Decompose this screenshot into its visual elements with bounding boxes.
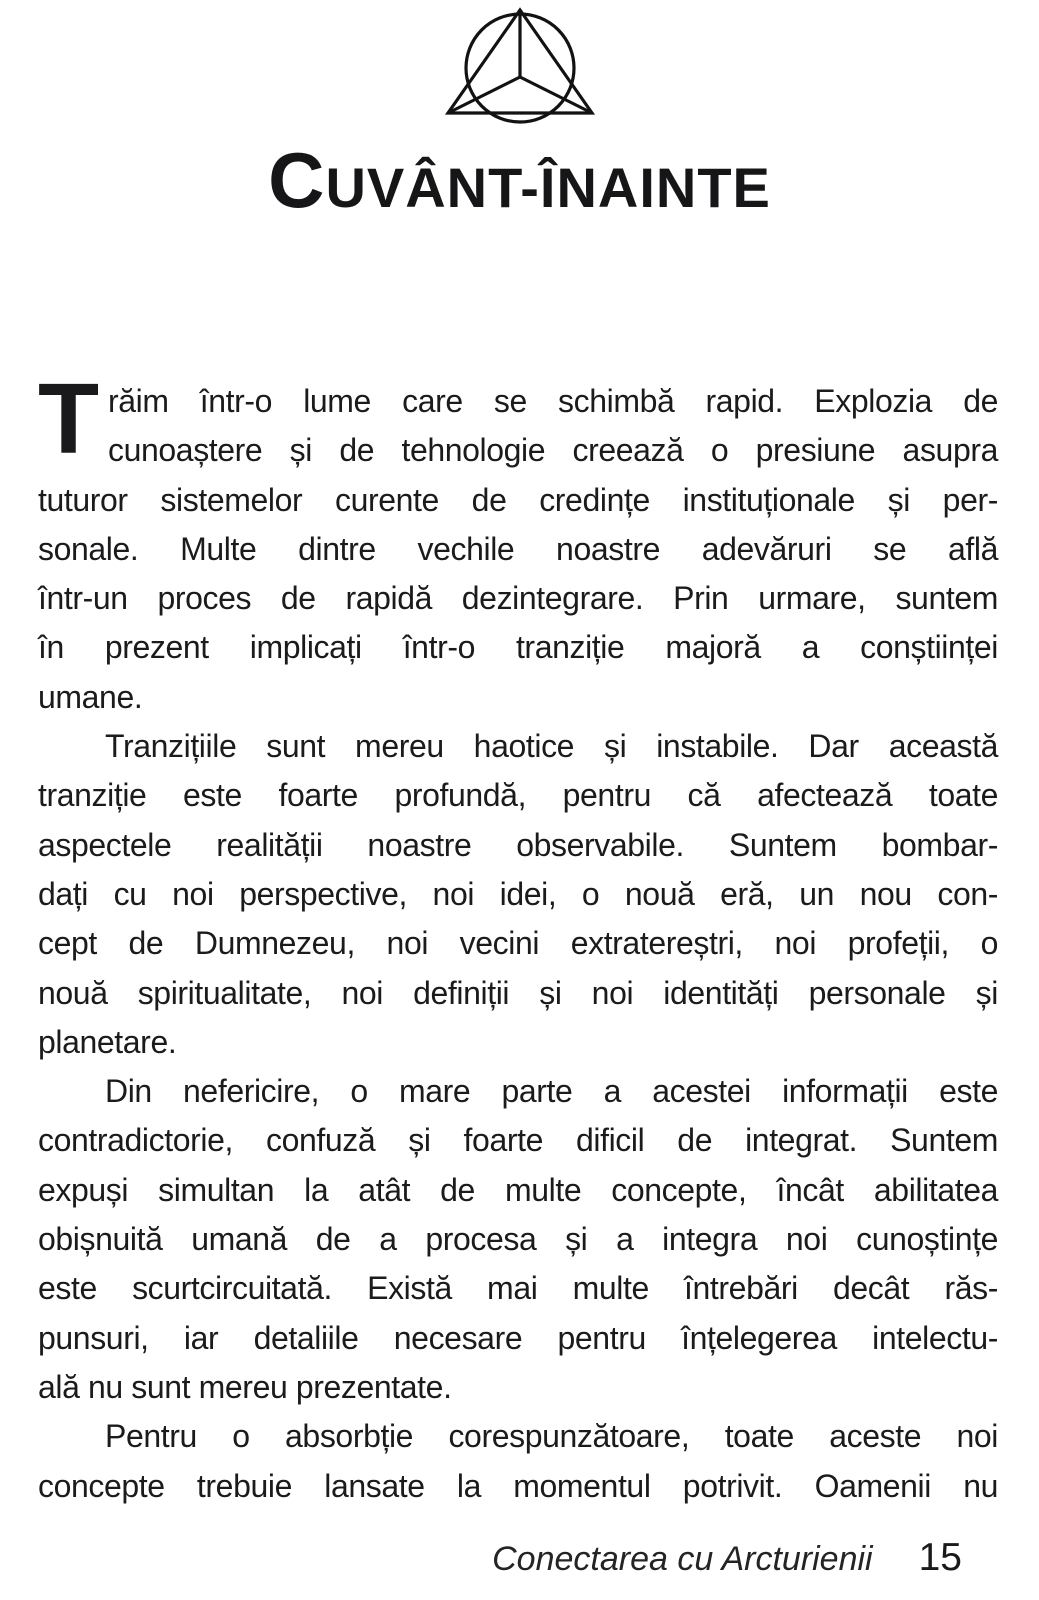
text-line: obișnuită umană de a procesa și a integra noi cunoștințe [38, 1221, 998, 1258]
text-line: Tranzițiile sunt mereu haotice și instabile. Dar această [105, 728, 998, 765]
paragraph [38, 363, 998, 722]
text-line: planetare. [38, 1023, 177, 1060]
text-line: tuturor sistemelor curente de credințe instituționale și per- [38, 481, 998, 518]
paragraph [38, 1067, 998, 1412]
chapter-title [0, 136, 1039, 224]
text-line: tranziție este foarte profundă, pentru că afectează toate [38, 777, 998, 814]
text-line: răim într-o lume care se schimbă rapid. Explozia de [108, 383, 998, 419]
paragraph [38, 1412, 998, 1511]
drop-cap: T [38, 363, 99, 475]
triangle-in-circle-icon [435, 4, 605, 130]
text-line: aspectele realității noastre observabile. Suntem bombar- [38, 826, 998, 863]
text-line: punsuri, iar detaliile necesare pentru înțelegerea intelectu- [38, 1319, 998, 1356]
text-line: este scurtcircuitată. Există mai multe întrebări decât răs- [38, 1270, 998, 1307]
text-line: Din nefericire, o mare parte a acestei informații este [105, 1073, 998, 1110]
page-footer [492, 1536, 962, 1580]
text-line: în prezent implicați într-o tranziție majoră a conștiinței [38, 629, 998, 666]
text-line: dați cu noi perspective, noi idei, o nouă eră, un nou con- [38, 875, 998, 912]
text-line: nouă spiritualitate, noi definiții și noi identități personale și [38, 974, 998, 1011]
text-line: sonale. Multe dintre vechile noastre adevăruri se află [38, 530, 998, 567]
text-line: umane. [38, 678, 143, 715]
text-line: expuși simultan la atât de multe concepte, încât abilitatea [38, 1171, 998, 1208]
text-line: Pentru o absorbție corespunzătoare, toate aceste noi [105, 1418, 998, 1455]
chapter-title-initial: C [268, 136, 326, 224]
text-line: cept de Dumnezeu, noi vecini extratereștri, noi profeții, o [38, 925, 998, 962]
paragraph [38, 722, 998, 1067]
text-line: într-un proces de rapidă dezintegrare. Prin urmare, suntem [38, 580, 998, 617]
body-text [38, 363, 998, 1511]
text-line: contradictorie, confuză și foarte dificil de integrat. Suntem [38, 1122, 998, 1159]
text-line: concepte trebuie lansate la momentul potrivit. Oamenii nu [38, 1467, 998, 1504]
page-number: 15 [918, 1536, 962, 1579]
text-line: ală nu sunt mereu prezentate. [38, 1368, 452, 1405]
chapter-title-rest: UVÂNT-ÎNAINTE [325, 156, 771, 219]
running-book-title: Conectarea cu Arcturienii [492, 1540, 873, 1578]
text-line: cunoaștere și de tehnologie creează o presiune asupra [108, 432, 998, 469]
